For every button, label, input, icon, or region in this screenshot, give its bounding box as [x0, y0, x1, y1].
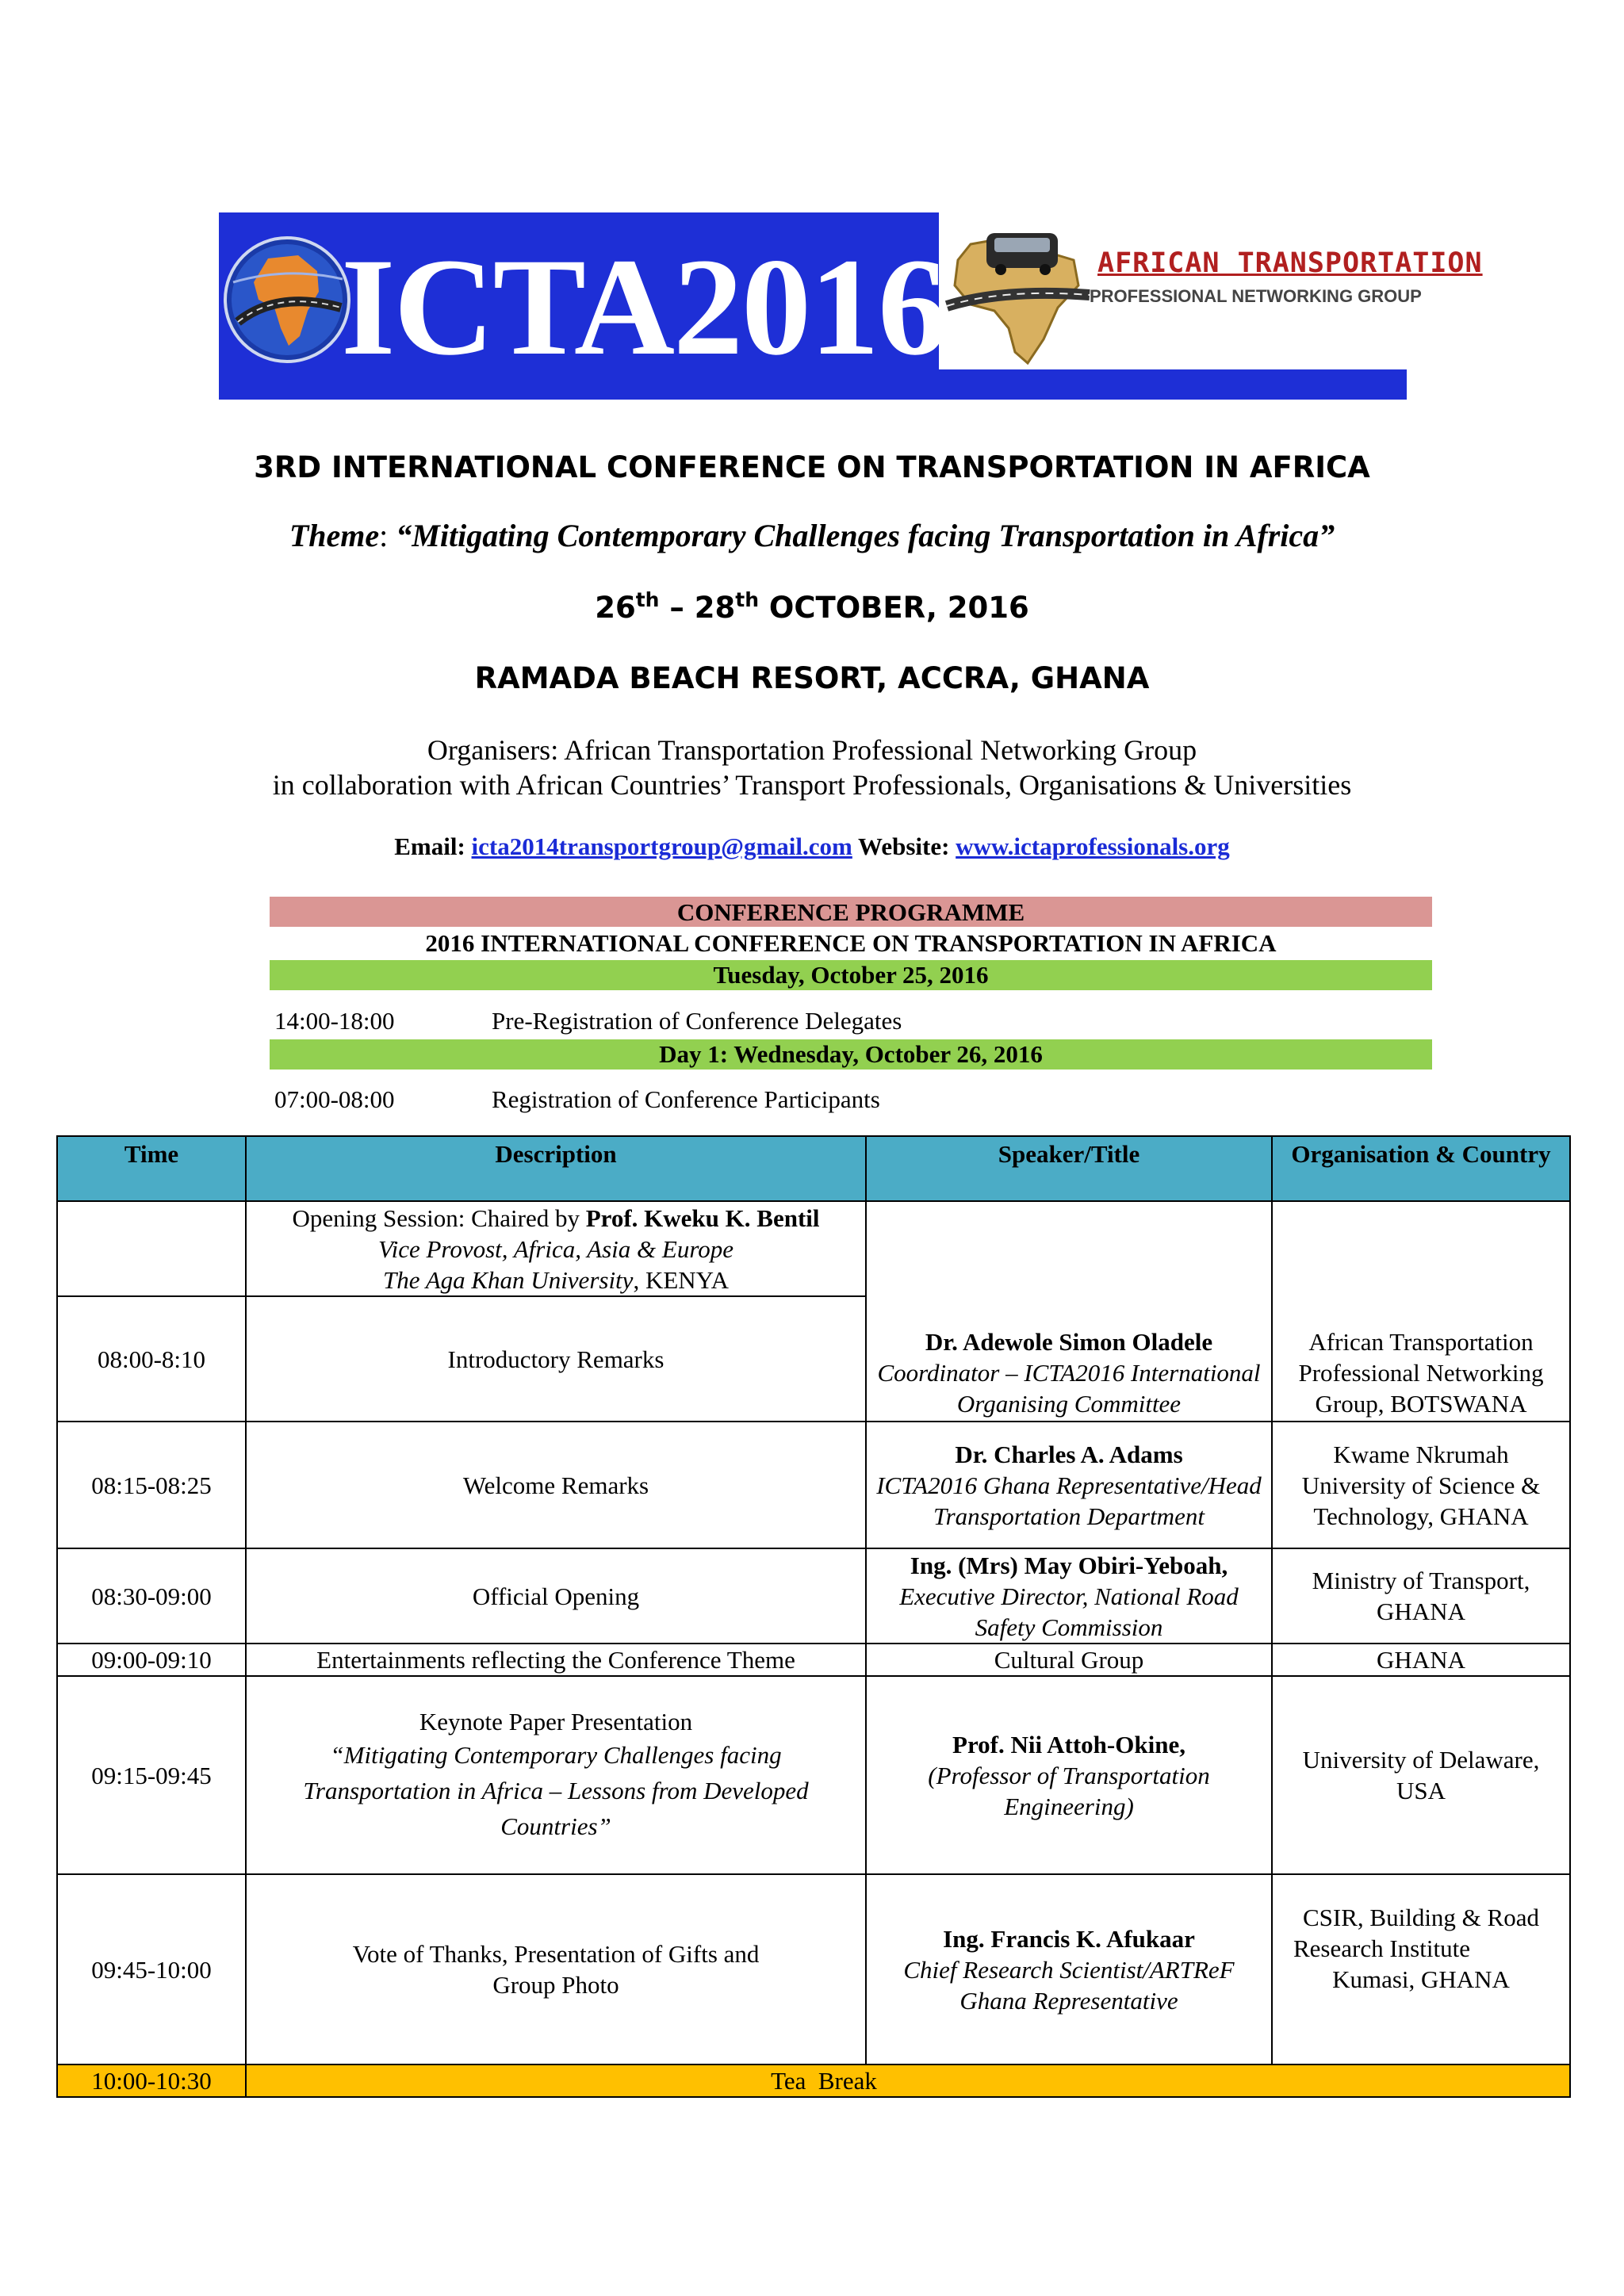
globe-logo-icon: [222, 235, 352, 365]
opening-chair-role: Vice Provost, Africa, Asia & Europe: [377, 1234, 733, 1263]
header-description: Description: [246, 1136, 866, 1201]
header-time: Time: [57, 1136, 246, 1201]
table-row: [57, 1548, 1570, 1644]
pre-registration-desc: Pre-Registration of Conference Delegates: [492, 1007, 902, 1035]
programme-subtitle: 2016 INTERNATIONAL CONFERENCE ON TRANSPORTATION IN AFRICA: [425, 929, 1277, 957]
speaker-cell: [866, 1201, 1272, 1422]
speaker-cell: [866, 1422, 1272, 1548]
opening-session-cell: [246, 1201, 866, 1296]
conference-theme: [0, 517, 1624, 554]
keynote-label: Keynote Paper Presentation: [419, 1708, 693, 1735]
speaker-title: Coordinator – ICTA2016 International Organising Committee: [877, 1359, 1261, 1418]
tea-break-cell: Tea Break: [246, 2064, 1570, 2097]
time-cell: 09:15-09:45: [57, 1676, 246, 1874]
speaker-cell: Cultural Group: [866, 1644, 1272, 1676]
email-link[interactable]: icta2014transportgroup@gmail.com: [471, 832, 852, 860]
opening-chair: Prof. Kweku K. Bentil: [585, 1203, 820, 1232]
pre-registration-time: 14:00-18:00: [274, 1007, 395, 1035]
description-cell: Entertainments reflecting the Conference Theme: [246, 1644, 866, 1676]
organisers: [0, 733, 1624, 802]
banner-title: ICTA2016: [341, 230, 947, 385]
conference-venue: RAMADA BEACH RESORT, ACCRA, GHANA: [474, 661, 1150, 695]
programme-title-bar: CONFERENCE PROGRAMME: [270, 897, 1432, 927]
website-label: Website:: [852, 832, 956, 860]
opening-prefix: Opening Session: Chaired by: [292, 1203, 586, 1232]
logo-text-african-transportation: AFRICAN TRANSPORTATION: [1097, 247, 1483, 279]
opening-institution-country: , KENYA: [633, 1265, 729, 1294]
time-cell: 08:15-08:25: [57, 1422, 246, 1548]
conference-dates: [0, 588, 1624, 625]
banner-blue-stripe: [939, 369, 1407, 400]
organisation-cell: Kwame Nkrumah University of Science & Technology, GHANA: [1272, 1422, 1570, 1548]
speaker-cell: [866, 1874, 1272, 2064]
organisation-line-1: CSIR, Building & Road: [1303, 1904, 1539, 1931]
date-month-year: OCTOBER, 2016: [759, 591, 1029, 625]
conference-title: 3RD INTERNATIONAL CONFERENCE ON TRANSPORTATION IN AFRICA: [254, 450, 1370, 484]
speaker-cell: [866, 1548, 1272, 1644]
table-header-row: [57, 1136, 1570, 1201]
date-start-suffix: th: [635, 588, 660, 611]
registration-row: [274, 1085, 880, 1114]
organisers-line-2: in collaboration with African Countries’ Transport Professionals, Organisations & Universities: [272, 769, 1352, 801]
description-cell: Introductory Remarks: [246, 1296, 866, 1422]
date-end-day: 28: [694, 591, 736, 625]
date-end-suffix: th: [735, 588, 759, 611]
organisation-line-3: Kumasi, GHANA: [1332, 1965, 1510, 1993]
organisation-cell: [1272, 1201, 1570, 1422]
organisation-name: African Transportation Professional Networking Group, BOTSWANA: [1298, 1328, 1544, 1418]
table-row: [57, 1644, 1570, 1676]
theme-text: “Mitigating Contemporary Challenges facing Transportation in Africa”: [396, 518, 1335, 553]
time-cell: 08:00-8:10: [57, 1296, 246, 1422]
description-cell: Vote of Thanks, Presentation of Gifts and Group Photo: [246, 1874, 866, 2064]
speaker-name: Dr. Charles A. Adams: [955, 1440, 1183, 1468]
organisation-cell: Ministry of Transport, GHANA: [1272, 1548, 1570, 1644]
date-dash: –: [659, 591, 695, 625]
table-row: [57, 1874, 1570, 2064]
registration-desc: Registration of Conference Participants: [492, 1085, 880, 1113]
theme-label: Theme: [289, 518, 380, 553]
speaker-name: Dr. Adewole Simon Oladele: [925, 1328, 1213, 1356]
pre-day-bar: Tuesday, October 25, 2016: [270, 960, 1432, 990]
time-cell: 10:00-10:30: [57, 2064, 246, 2097]
speaker-title: Executive Director, National Road Safety Commission: [899, 1582, 1239, 1641]
conference-banner: [219, 212, 1483, 400]
table-row: [57, 1201, 1570, 1296]
speaker-title: ICTA2016 Ghana Representative/Head Transportation Department: [876, 1471, 1262, 1530]
tea-break-row: [57, 2064, 1570, 2097]
atpng-logo: [939, 212, 1483, 369]
time-cell: 09:45-10:00: [57, 1874, 246, 2064]
table-row: [57, 1676, 1570, 1874]
time-cell: 09:00-09:10: [57, 1644, 246, 1676]
organisation-line-2: Research Institute: [1293, 1934, 1470, 1962]
date-start-day: 26: [595, 591, 636, 625]
keynote-paper-title: “Mitigating Contemporary Challenges facing Transportation in Africa – Lessons from Developed Countries”: [303, 1741, 809, 1840]
opening-session-line: [253, 1203, 859, 1234]
logo-text-networking-group: PROFESSIONAL NETWORKING GROUP: [1090, 286, 1422, 306]
organisers-line-1: Organisers: African Transportation Professional Networking Group: [427, 734, 1197, 766]
description-cell: Welcome Remarks: [246, 1422, 866, 1548]
organisation-cell: [1272, 1874, 1570, 2064]
time-cell-empty: [57, 1201, 246, 1296]
speaker-name: Ing. (Mrs) May Obiri-Yeboah,: [910, 1551, 1228, 1579]
header-organisation-country: Organisation & Country: [1272, 1136, 1570, 1201]
description-cell: Official Opening: [246, 1548, 866, 1644]
speaker-cell: [866, 1676, 1272, 1874]
speaker-title: Chief Research Scientist/ARTReF Ghana Representative: [903, 1955, 1235, 2015]
opening-chair-institution: [253, 1265, 859, 1295]
organisation-cell: GHANA: [1272, 1644, 1570, 1676]
registration-time: 07:00-08:00: [274, 1085, 395, 1113]
opening-institution-name: The Aga Khan University: [383, 1265, 634, 1294]
pre-registration-row: [274, 1007, 902, 1035]
programme-table: [56, 1135, 1571, 2098]
header-speaker-title: Speaker/Title: [866, 1136, 1272, 1201]
contact-line: [0, 832, 1624, 861]
description-cell: [246, 1676, 866, 1874]
organisation-cell: University of Delaware, USA: [1272, 1676, 1570, 1874]
speaker-title: (Professor of Transportation Engineering): [928, 1761, 1210, 1820]
table-row: [57, 1422, 1570, 1548]
speaker-name: Ing. Francis K. Afukaar: [943, 1924, 1195, 1953]
time-cell: 08:30-09:00: [57, 1548, 246, 1644]
speaker-name: Prof. Nii Attoh-Okine,: [952, 1730, 1185, 1758]
website-link[interactable]: www.ictaprofessionals.org: [956, 832, 1230, 860]
email-label: Email:: [394, 832, 472, 860]
day1-bar: Day 1: Wednesday, October 26, 2016: [270, 1039, 1432, 1070]
africa-map-icon: [939, 212, 1097, 369]
theme-separator: :: [379, 518, 396, 553]
